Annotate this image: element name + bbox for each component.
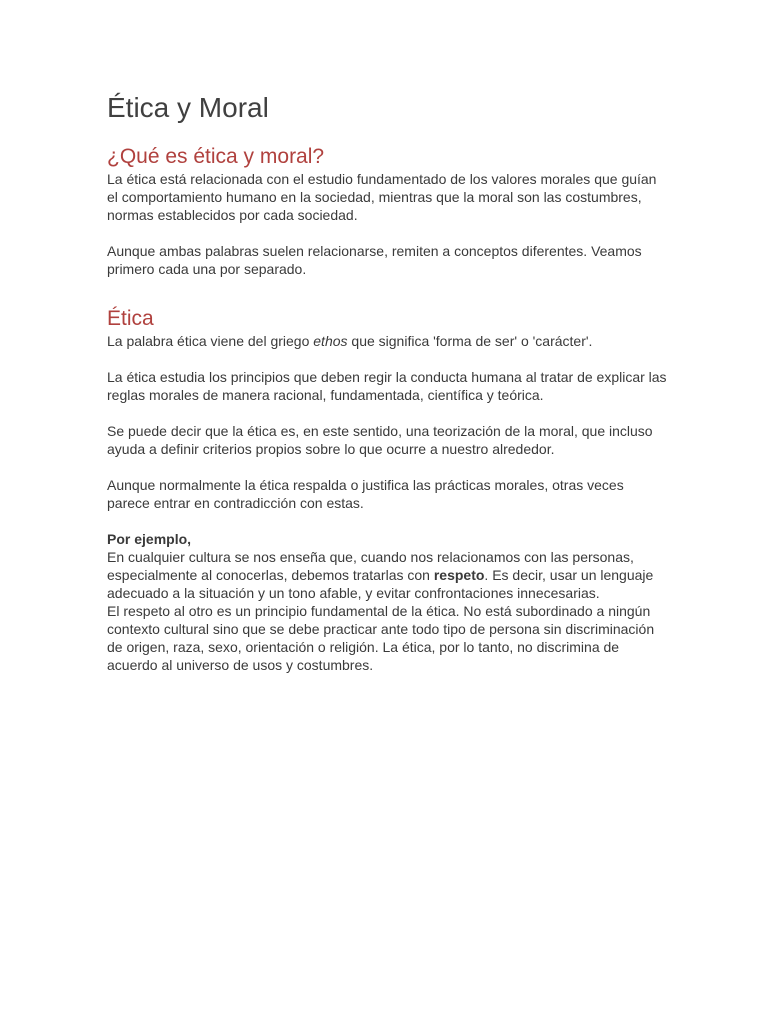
paragraph-respeto: El respeto al otro es un principio fundamental de la ética. No está subordinado a ningún contexto cultural sino que se debe practicar ante todo tipo de persona sin discriminación de origen, raza, sexo, orientación o religión. La ética, por lo tanto, no discrimina de acuerdo al universo de usos y costumbres. bbox=[107, 603, 655, 673]
section-heading-que-es: ¿Qué es ética y moral? bbox=[107, 145, 325, 168]
document-page bbox=[107, 90, 667, 674]
paragraph-definicion: La ética está relacionada con el estudio fundamentado de los valores morales que guían el comportamiento humano en la sociedad, mientras que la moral son las costumbres, normas establecidos por cada sociedad. bbox=[107, 171, 657, 223]
ejemplo-text-1: En cualquier cultura se nos enseña que, cuando nos relacionamos con las personas, especialmente al conocerlas, debemos tratarlas con bbox=[107, 549, 634, 583]
etimologia-text-1: La palabra ética viene del griego bbox=[107, 333, 314, 349]
ejemplo-text-2: . Es decir, usar un lenguaje adecuado a la situación y un tono afable, y evitar confrontaciones innecesarias. bbox=[107, 567, 654, 601]
ethos-term: ethos bbox=[313, 333, 348, 349]
paragraph-ejemplo bbox=[107, 548, 667, 602]
etimologia-text-2: que significa 'forma de ser' o 'carácter'. bbox=[347, 333, 593, 349]
paragraph-etimologia bbox=[107, 332, 667, 350]
paragraph-contradiccion: Aunque normalmente la ética respalda o justifica las prácticas morales, otras veces parece entrar en contradicción con estas. bbox=[107, 477, 624, 511]
paragraph-conceptos: Aunque ambas palabras suelen relacionarse, remiten a conceptos diferentes. Veamos primero cada una por separado. bbox=[107, 243, 642, 277]
respeto-term: respeto bbox=[433, 567, 485, 583]
document-title: Ética y Moral bbox=[107, 92, 269, 123]
example-label: Por ejemplo, bbox=[107, 531, 192, 547]
paragraph-teorizacion: Se puede decir que la ética es, en este sentido, una teorización de la moral, que incluso ayuda a definir criterios propios sobre lo que ocurre a nuestro alrededor. bbox=[107, 423, 653, 457]
section-heading-etica: Ética bbox=[107, 307, 154, 330]
paragraph-principios: La ética estudia los principios que deben regir la conducta humana al tratar de explicar las reglas morales de manera racional, fundamentada, científica y teórica. bbox=[107, 369, 667, 403]
